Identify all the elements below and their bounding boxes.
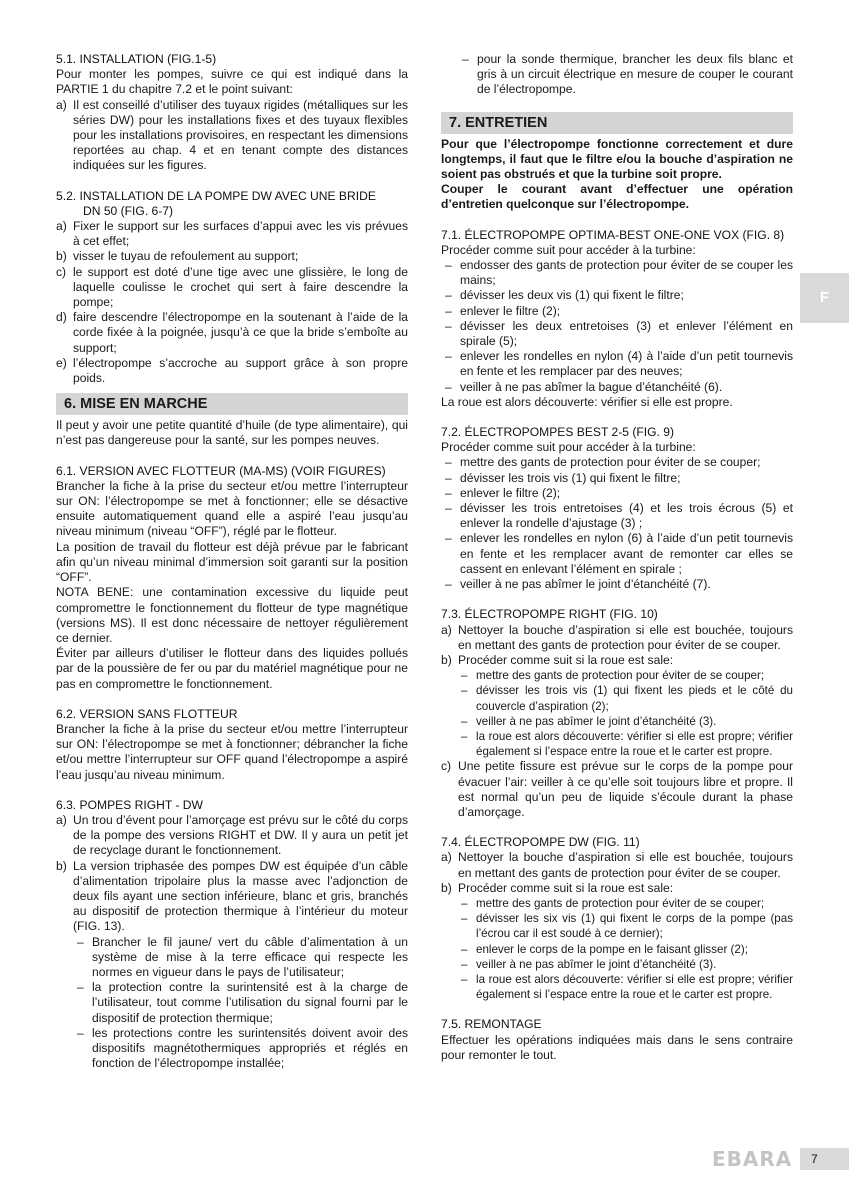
list-item: – les protections contre les surintensités doivent avoir des dispositifs magnétothermiques appropriés et réglés en fonction de l’électropompe installée;: [77, 1025, 408, 1071]
list-item: – veiller à ne pas abîmer le joint d’étanchéité (3).: [461, 957, 717, 971]
list-item: – dévisser les trois entretoises (4) et les trois écrous (5) et enlever la rondelle d’ajustage (3) ;: [445, 501, 793, 531]
list-item: a) Fixer le support sur les surfaces d’appui avec les vis prévues à cet effet;: [56, 219, 408, 249]
list-item: – mettre des gants de protection pour éviter de se couper;: [445, 455, 761, 470]
page-number: 7: [800, 1148, 849, 1170]
section-5-2-title-line2: DN 50 (FIG. 6-7): [83, 203, 174, 218]
section-7-2-intro: Procéder comme suit pour accéder à la turbine:: [441, 440, 696, 455]
left-column: [56, 52, 408, 1071]
list-item: – enlever les rondelles en nylon (6) à l’aide d’un petit tournevis en fente et les remplacer avant de remonter car elles se cassent en enlevant l’élément en spirale ;: [445, 531, 793, 576]
right-column: [441, 52, 793, 1063]
section-6-1-title: 6.1. VERSION AVEC FLOTTEUR (MA-MS) (VOIR FIGURES): [56, 463, 386, 478]
section-7-1-list: [441, 258, 793, 395]
list-item: – veiller à ne pas abîmer le joint d’étanchéité (3).: [461, 714, 717, 728]
section-7-5-title: 7.5. REMONTAGE: [441, 1017, 542, 1032]
list-item: – enlever le corps de la pompe en le faisant glisser (2);: [461, 942, 748, 956]
section-6-3-list: [56, 813, 408, 935]
section-7-warning-power: Couper le courant avant d’effectuer une opération d’entretien quelconque sur l’électropompe.: [441, 182, 793, 212]
list-item: c) le support est doté d’une tige avec une glissière, le long de laquelle coulisse le crochet qui sert à faire descendre la pompe;: [56, 264, 408, 310]
language-tab: F: [800, 273, 849, 323]
list-item: a) Nettoyer la bouche d’aspiration si elle est bouchée, toujours en mettant des gants de protection pour éviter de se couper.: [441, 622, 793, 652]
list-item: – la roue est alors découverte: vérifier si elle est propre; vérifier également si l’espace entre la roue et le carter est propre.: [461, 972, 793, 1002]
list-item: b) visser le tuyau de refoulement au support;: [56, 249, 299, 264]
section-7-3-list-c: [441, 759, 793, 820]
list-item: – dévisser les six vis (1) qui fixent le corps de la pompe (pas l’écrou car il est soudé à ce dernier);: [461, 912, 793, 941]
list-item: – dévisser les deux entretoises (3) et enlever l’élément en spirale (5);: [445, 318, 793, 349]
list-item: c) Une petite fissure est prévue sur le corps de la pompe pour évacuer l’air: veiller à ce qu’elle soit toujours libre et propre. Il est normal qu’un peu de liquide s’écoule durant la phase d’amorçage.: [441, 759, 793, 819]
section-6-2-p1: Brancher la fiche à la prise du secteur et/ou mettre l’interrupteur sur ON: l’électropompe se met à fonctionner; débrancher la fiche et/ou mettre l’interrupteur sur OFF quand l’électropompe a aspiré l’eau jusqu’au niveau minimum.: [56, 721, 408, 782]
section-7-3-title: 7.3. ÉLECTROPOMPE RIGHT (FIG. 10): [441, 607, 658, 622]
list-item: – dévisser les trois vis (1) qui fixent les pieds et le côté du couvercle d’aspiration (2);: [461, 684, 793, 713]
list-item: – Brancher le fil jaune/ vert du câble d’alimentation à un système de mise à la terre efficace qui respecte les normes en vigueur dans le pays de l’utilisateur;: [77, 934, 408, 979]
section-7-1-title: 7.1. ÉLECTROPOMPE OPTIMA-BEST ONE-ONE VOX (FIG. 8): [441, 227, 785, 242]
section-7-4-list: [441, 850, 793, 896]
section-7-3-sublist: [458, 668, 793, 759]
list-item: – dévisser les deux vis (1) qui fixent le filtre;: [445, 288, 684, 303]
section-7-3-list: [441, 623, 793, 669]
section-6-1-p2: La position de travail du flotteur est déjà prévue par le fabricant afin qu’un niveau minimal d’immersion soit garanti sur la position “OFF”.: [56, 539, 408, 585]
section-6-1-p4: Éviter par ailleurs d’utiliser le flotteur dans des liquides pollués par de la poussière de fer ou par du matériel magnétique pour ne pas en compromettre le fonctionnement.: [56, 646, 408, 691]
section-5-2-title: 5.2. INSTALLATION DE LA POMPE DW AVEC UNE BRIDE: [56, 188, 376, 203]
section-7-4-sublist: [458, 896, 793, 1002]
section-6-3-title: 6.3. POMPES RIGHT - DW: [56, 797, 203, 812]
section-5-1-intro: Pour monter les pompes, suivre ce qui est indiqué dans la PARTIE 1 du chapitre 7.2 et le point suivant:: [56, 67, 408, 97]
section-7-1-outro: La roue est alors découverte: vérifier si elle est propre.: [441, 394, 733, 409]
section-7-1-intro: Procéder comme suit pour accéder à la turbine:: [441, 242, 696, 257]
section-5-1-title: 5.1. INSTALLATION (FIG.1-5): [56, 52, 217, 66]
continued-list: [458, 52, 793, 98]
section-7-4-title: 7.4. ÉLECTROPOMPE DW (FIG. 11): [441, 835, 640, 850]
section-6-1-note: NOTA BENE: une contamination excessive du liquide peut compromettre le fonctionnement du flotteur de type magnétique (versions MS). Il est donc nécessaire de nettoyer régulièrement ce dernier.: [56, 585, 408, 645]
list-item: a) Nettoyer la bouche d’aspiration si elle est bouchée, toujours en mettant des gants de protection pour éviter de se couper.: [441, 850, 793, 880]
list-item: a) Il est conseillé d’utiliser des tuyaux rigides (métalliques sur les séries DW) pour les installations fixes et des tuyaux flexibles pour les installations provisoires, en respectant les dimensions reportées au chap. 4 et en tenant compte des distances indiquées sur les figures.: [56, 97, 408, 173]
list-item: – la roue est alors découverte: vérifier si elle est propre; vérifier également si l’espace entre la roue et le carter est propre.: [461, 729, 793, 759]
section-7-heading: 7. ENTRETIEN: [441, 112, 793, 134]
list-item: b) La version triphasée des pompes DW est équipée d’un câble d’alimentation tripolaire plus la masse avec l’adjonction de deux fils ayant une section inférieure, blanc et gris, branchés au dispositif de protection thermique à l’intérieur du moteur (FIG. 13).: [56, 858, 408, 934]
list-item: b) Procéder comme suit si la roue est sale:: [441, 880, 674, 895]
list-item: e) l’électropompe s’accroche au support grâce à son propre poids.: [56, 355, 408, 386]
ebara-logo: EBARA: [712, 1147, 793, 1171]
section-6-3-sublist: [73, 935, 408, 1072]
list-item: – la protection contre la surintensité est à la charge de l’utilisateur, tout comme l’utilisation du signal fourni par le dispositif de protection thermique;: [77, 980, 408, 1025]
section-6-intro: Il peut y avoir une petite quantité d’huile (de type alimentaire), qui n’est pas dangereuse pour la santé, sur les pompes neuves.: [56, 418, 408, 448]
list-item: – endosser des gants de protection pour éviter de se couper les mains;: [445, 258, 793, 288]
section-7-2-list: [441, 455, 793, 592]
section-5-2-list: [56, 219, 408, 386]
section-7-2-title: 7.2. ÉLECTROPOMPES BEST 2-5 (FIG. 9): [441, 425, 674, 440]
list-item: – enlever les rondelles en nylon (4) à l’aide d’un petit tournevis en fente et les remplacer par des neuves;: [445, 349, 793, 379]
list-item: d) faire descendre l’électropompe en la soutenant à l’aide de la corde fixée à la poignée, jusqu’à ce que la bride s’emboîte au support;: [56, 310, 408, 355]
section-6-heading: 6. MISE EN MARCHE: [56, 393, 408, 415]
list-item: – enlever le filtre (2);: [445, 303, 561, 318]
list-item: b) Procéder comme suit si la roue est sale:: [441, 652, 674, 667]
section-7-5-p1: Effectuer les opérations indiquées mais dans le sens contraire pour remonter le tout.: [441, 1032, 793, 1062]
list-item: – mettre des gants de protection pour éviter de se couper;: [461, 669, 765, 683]
list-item: a) Un trou d’évent pour l’amorçage est prévu sur le côté du corps de la pompe des versions RIGHT et DW. Il y aura un petit jet de recyclage durant le fonctionnement.: [56, 812, 408, 858]
list-item: – enlever le filtre (2);: [445, 485, 561, 500]
section-5-1-list: [56, 98, 408, 174]
list-item: – veiller à ne pas abîmer le joint d’étanchéité (7).: [445, 577, 711, 592]
list-item: – pour la sonde thermique, brancher les deux fils blanc et gris à un circuit électrique en mesure de couper le courant de l’électropompe.: [462, 52, 793, 97]
section-7-warning: Pour que l’électropompe fonctionne correctement et dure longtemps, il faut que le filtre e/ou la bouche d’aspiration ne soient pas obstrués et que la turbine soit propre.: [441, 136, 793, 182]
section-6-1-p1: Brancher la fiche à la prise du secteur et/ou mettre l’interrupteur sur ON: l’électropompe se met à fonctionner; elle se désactive ensuite automatiquement quand elle a aspiré l’eau jusqu’au niveau minimum (niveau “OFF”), réglé par le flotteur.: [56, 478, 408, 539]
list-item: – mettre des gants de protection pour éviter de se couper;: [461, 896, 765, 910]
list-item: – veiller à ne pas abîmer la bague d’étanchéité (6).: [445, 379, 723, 394]
list-item: – dévisser les trois vis (1) qui fixent le filtre;: [445, 470, 681, 485]
section-6-2-title: 6.2. VERSION SANS FLOTTEUR: [56, 706, 238, 721]
